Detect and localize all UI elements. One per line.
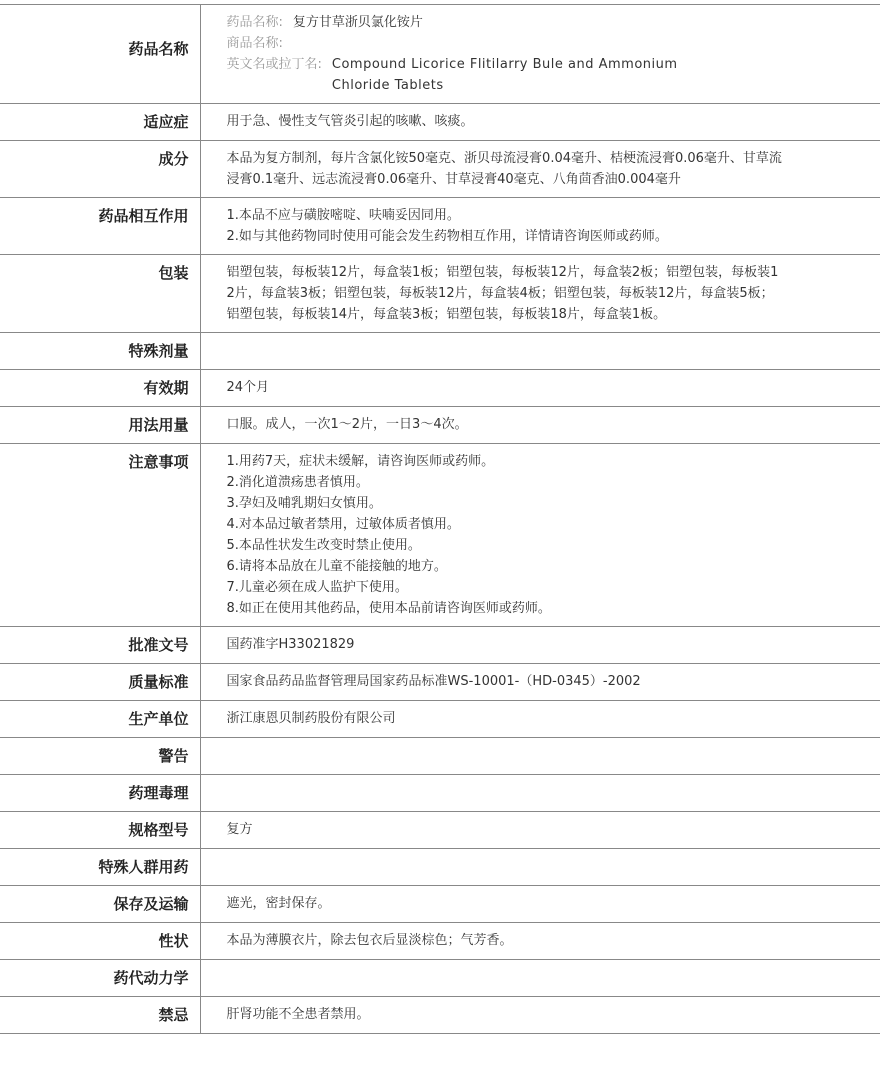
table-row [0, 444, 880, 627]
row-value-line: 5.本品性状发生改变时禁止使用。 [226, 538, 421, 553]
row-value-line: 复方 [226, 822, 253, 837]
row-label: 药理毒理 [0, 775, 200, 812]
row-value [200, 444, 880, 627]
table-row [0, 664, 880, 701]
row-value-text [227, 205, 787, 247]
row-value-line: 遮光，密封保存。 [226, 896, 331, 911]
row-label: 生产单位 [0, 701, 200, 738]
row-value [200, 141, 880, 198]
drug-name-cell [200, 5, 880, 104]
table-row [0, 923, 880, 960]
row-value [200, 849, 880, 886]
table-row [0, 104, 880, 141]
row-value [200, 738, 880, 775]
row-label: 药品相互作用 [0, 198, 200, 255]
row-label: 成分 [0, 141, 200, 198]
row-value-line: 浙江康恩贝制药股份有限公司 [226, 711, 396, 726]
table-row [0, 198, 880, 255]
english-name-row [227, 54, 880, 96]
table-row [0, 333, 880, 370]
row-value [200, 775, 880, 812]
row-value-text [227, 708, 787, 729]
row-value [200, 198, 880, 255]
row-label: 药品名称 [0, 5, 200, 104]
row-value-text [227, 856, 787, 877]
trade-name-row [227, 33, 880, 54]
row-value [200, 812, 880, 849]
row-label: 适应症 [0, 104, 200, 141]
row-value-line: 本品为薄膜衣片，除去包衣后显淡棕色；气芳香。 [226, 933, 513, 948]
row-label: 规格型号 [0, 812, 200, 849]
row-value-line: 肝肾功能不全患者禁用。 [226, 1007, 370, 1022]
table-row-drug-name [0, 5, 880, 104]
row-value [200, 997, 880, 1034]
generic-name-key: 药品名称: [226, 15, 283, 30]
row-value-text [227, 377, 787, 398]
table-row [0, 960, 880, 997]
row-value-line: 4.对本品过敏者禁用，过敏体质者慎用。 [226, 517, 460, 532]
row-value-line: 国药准字H33021829 [226, 637, 355, 652]
table-row [0, 849, 880, 886]
row-label: 特殊人群用药 [0, 849, 200, 886]
row-value-line: 24个月 [226, 380, 270, 395]
row-value-line: 国家食品药品监督管理局国家药品标准WS-10001-（HD-0345）-2002 [226, 674, 641, 689]
trade-name-key: 商品名称: [226, 36, 283, 51]
row-value-line: 3.孕妇及哺乳期妇女慎用。 [226, 496, 382, 511]
row-value-line: 1.用药7天，症状未缓解，请咨询医师或药师。 [226, 454, 495, 469]
row-value [200, 886, 880, 923]
row-value [200, 627, 880, 664]
row-value-text [227, 671, 787, 692]
row-label: 特殊剂量 [0, 333, 200, 370]
row-label: 有效期 [0, 370, 200, 407]
row-value-text [227, 782, 787, 803]
row-label: 警告 [0, 738, 200, 775]
table-row [0, 141, 880, 198]
row-label: 禁忌 [0, 997, 200, 1034]
table-row [0, 255, 880, 333]
row-label: 质量标准 [0, 664, 200, 701]
row-value-line: 2.消化道溃疡患者慎用。 [226, 475, 369, 490]
row-value-text [227, 967, 787, 988]
row-value-line: 2.如与其他药物同时使用可能会发生药物相互作用，详情请咨询医师或药师。 [226, 229, 668, 244]
row-value-text [227, 1004, 787, 1025]
row-label: 批准文号 [0, 627, 200, 664]
row-value-text [227, 745, 787, 766]
table-row [0, 407, 880, 444]
row-value-line: 1.本品不应与磺胺嘧啶、呋喃妥因同用。 [226, 208, 460, 223]
row-value [200, 104, 880, 141]
row-value-text [227, 262, 787, 325]
row-value [200, 407, 880, 444]
row-value-line: 本品为复方制剂，每片含氯化铵50毫克、浙贝母流浸膏0.04毫升、桔梗流浸膏0.06毫升、甘草流浸膏0.1毫升、远志流浸膏0.06毫升、甘草浸膏40毫克、八角茴香油0.004毫升 [226, 151, 782, 187]
row-label: 包装 [0, 255, 200, 333]
row-value-text [227, 414, 787, 435]
table-row [0, 886, 880, 923]
row-value-text [227, 340, 787, 361]
table-row [0, 701, 880, 738]
table-row [0, 997, 880, 1034]
row-value [200, 370, 880, 407]
english-name-value: Compound Licorice Flitilarry Bule and Ammonium Chloride Tablets [331, 57, 678, 93]
row-value [200, 701, 880, 738]
generic-name-value: 复方甘草浙贝氯化铵片 [292, 15, 423, 30]
row-value-text [227, 819, 787, 840]
row-value-line: 8.如正在使用其他药品，使用本品前请咨询医师或药师。 [226, 601, 551, 616]
table-row [0, 812, 880, 849]
drug-info-table [0, 4, 880, 1034]
row-value [200, 960, 880, 997]
table-row [0, 627, 880, 664]
row-value-line: 6.请将本品放在儿童不能接触的地方。 [226, 559, 447, 574]
row-value-text [227, 634, 787, 655]
row-value-text [227, 930, 787, 951]
row-value-line: 口服。成人，一次1～2片，一日3～4次。 [226, 417, 468, 432]
english-name-key: 英文名或拉丁名: [226, 57, 322, 72]
row-label: 用法用量 [0, 407, 200, 444]
row-label: 注意事项 [0, 444, 200, 627]
row-value [200, 664, 880, 701]
generic-name-row [227, 12, 880, 33]
table-row [0, 370, 880, 407]
table-row [0, 738, 880, 775]
row-label: 性状 [0, 923, 200, 960]
row-value-text [227, 148, 787, 190]
row-value-line: 铝塑包装，每板装12片，每盒装1板；铝塑包装，每板装12片，每盒装2板；铝塑包装，每板装12片，每盒装3板；铝塑包装，每板装12片，每盒装4板；铝塑包装，每板装12片，每盒装5板；铝塑包装，每板装14片，每盒装3板；铝塑包装，每板装18片，每盒装1板。 [226, 265, 779, 322]
row-value-text [227, 111, 787, 132]
row-value-text [227, 893, 787, 914]
row-value-text [227, 451, 787, 619]
table-row [0, 775, 880, 812]
row-value-line: 用于急、慢性支气管炎引起的咳嗽、咳痰。 [226, 114, 474, 129]
row-value [200, 333, 880, 370]
drug-info-document [0, 4, 880, 1034]
row-label: 药代动力学 [0, 960, 200, 997]
row-label: 保存及运输 [0, 886, 200, 923]
row-value [200, 255, 880, 333]
row-value [200, 923, 880, 960]
trade-name-value [293, 33, 653, 54]
row-value-line: 7.儿童必须在成人监护下使用。 [226, 580, 408, 595]
